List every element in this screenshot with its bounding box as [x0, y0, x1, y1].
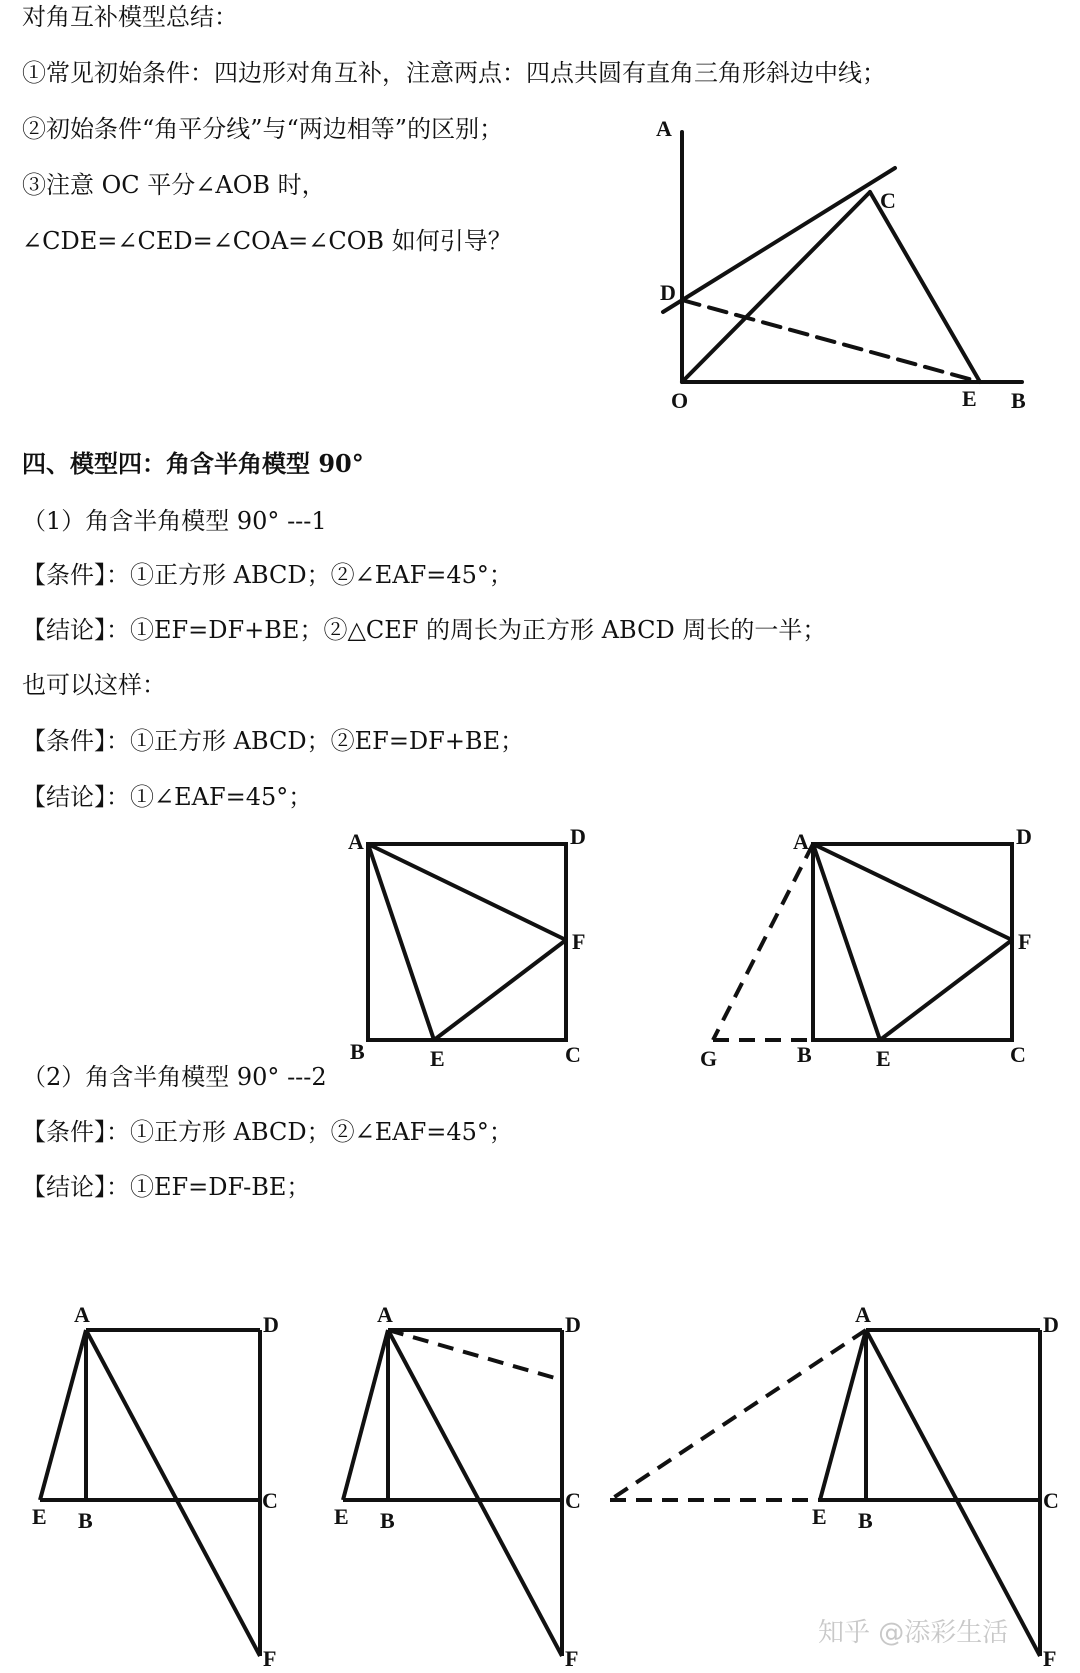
sub2-cond: 【条件】：①正方形 ABCD；②∠EAF=45°； [22, 1118, 513, 1146]
label-d: D [565, 1312, 581, 1337]
label-c: C [565, 1488, 581, 1513]
section1-item2: ②初始条件“角平分线”与“两边相等”的区别； [22, 115, 504, 143]
segment-ef [880, 940, 1012, 1040]
figure-half-angle-4 [343, 1330, 562, 1656]
label-o: O [671, 388, 689, 413]
label-b: B [797, 1042, 812, 1067]
line-dc-extended [663, 168, 895, 312]
label-a: A [74, 1302, 90, 1327]
label-a: A [855, 1302, 871, 1327]
figure-half-angle-5 [610, 1330, 1040, 1656]
label-a: A [377, 1302, 393, 1327]
segment-af [388, 1330, 562, 1656]
label-f: F [263, 1646, 277, 1671]
label-f: F [572, 929, 586, 954]
label-e: E [32, 1504, 47, 1529]
section1-item4: ∠CDE=∠CED=∠COA=∠COB 如何引导？ [22, 227, 512, 255]
dashed-ag [713, 844, 813, 1040]
figure3-labels [700, 824, 1032, 1071]
segment-af [368, 844, 566, 940]
label-b: B [78, 1508, 93, 1533]
square-abcd [368, 844, 566, 1040]
square-abcd [813, 844, 1012, 1040]
segment-ae [820, 1330, 866, 1500]
sub1-alt: 也可以这样： [22, 671, 166, 699]
label-b: B [380, 1508, 395, 1533]
label-d: D [1043, 1312, 1059, 1337]
segment-ce [870, 192, 980, 382]
sub1-cond2: 【条件】：①正方形 ABCD；②EF=DF+BE； [22, 727, 525, 755]
label-f: F [1043, 1646, 1057, 1671]
label-c: C [262, 1488, 278, 1513]
dashed-line [388, 1330, 562, 1380]
label-e: E [876, 1046, 891, 1071]
figure2-labels [348, 824, 586, 1071]
sub1-concl1: 【结论】：①EF=DF+BE；②△CEF 的周长为正方形 ABCD 周长的一半； [22, 616, 827, 644]
sub2-concl: 【结论】：①EF=DF-BE； [22, 1173, 311, 1201]
segment-oc [682, 192, 870, 382]
figure-half-angle-1 [368, 844, 566, 1040]
label-c: C [880, 188, 896, 213]
label-d: D [660, 280, 676, 305]
label-d: D [263, 1312, 279, 1337]
label-f: F [1018, 929, 1032, 954]
sub1-title: （1）角含半角模型 90° ---1 [22, 507, 327, 535]
figure-half-angle-3 [40, 1330, 260, 1656]
label-c: C [1010, 1042, 1026, 1067]
segment-ef [434, 940, 566, 1040]
label-d: D [1016, 824, 1032, 849]
segment-ae [343, 1330, 388, 1500]
label-d: D [570, 824, 586, 849]
watermark: 知乎 @添彩生活 [818, 1618, 1009, 1648]
label-a: A [793, 829, 809, 854]
label-f: F [565, 1646, 579, 1671]
segment-ae [40, 1330, 86, 1500]
figure4-labels [32, 1302, 279, 1671]
figure-diagonal-complement [663, 132, 1022, 382]
label-b: B [1011, 388, 1026, 413]
sub2-title: （2）角含半角模型 90° ---2 [22, 1063, 327, 1091]
section1-item1: ①常见初始条件：四边形对角互补，注意两点：四点共圆有直角三角形斜边中线； [22, 59, 886, 87]
sub1-concl2: 【结论】：①∠EAF=45°； [22, 783, 313, 811]
dashed-de [682, 300, 980, 382]
label-e: E [430, 1046, 445, 1071]
label-a: A [656, 116, 672, 141]
label-e: E [962, 386, 977, 411]
figure5-labels [334, 1302, 581, 1671]
label-a: A [348, 829, 364, 854]
segment-af [86, 1330, 260, 1656]
sub1-cond1: 【条件】：①正方形 ABCD；②∠EAF=45°； [22, 561, 513, 589]
figure-half-angle-2 [713, 844, 1012, 1040]
label-c: C [565, 1042, 581, 1067]
label-c: C [1043, 1488, 1059, 1513]
section1-item3: ③注意 OC 平分∠AOB 时， [22, 171, 326, 199]
label-b: B [858, 1508, 873, 1533]
label-b: B [350, 1039, 365, 1064]
label-e: E [812, 1504, 827, 1529]
section1-title: 对角互补模型总结： [22, 3, 238, 31]
label-e: E [334, 1504, 349, 1529]
section4-heading: 四、模型四：角含半角模型 90° [22, 449, 364, 478]
label-g: G [700, 1046, 718, 1071]
segment-af [866, 1330, 1040, 1656]
